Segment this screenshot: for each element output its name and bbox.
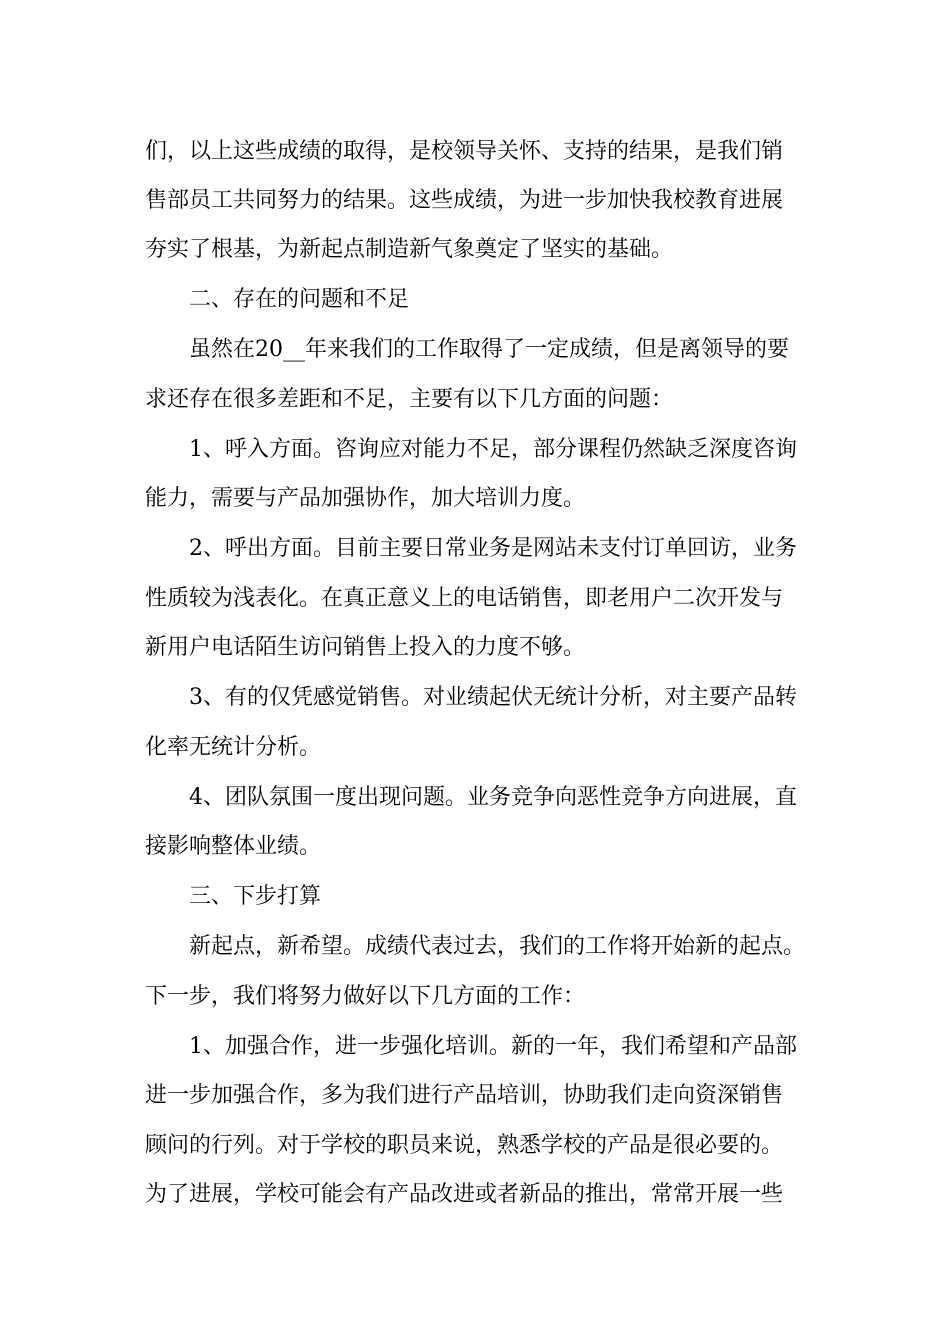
body-text-line: 顾问的行列。对于学校的职员来说，熟悉学校的产品是很必要的。: [145, 1133, 784, 1158]
body-text-line: 售部员工共同努力的结果。这些成绩，为进一步加快我校教育进展: [145, 188, 784, 213]
list-item-line: 3、有的仅凭感觉销售。对业绩起伏无统计分析，对主要产品转: [189, 685, 797, 710]
list-item-line: 1、呼入方面。咨询应对能力不足，部分课程仍然缺乏深度咨询: [189, 437, 797, 462]
body-text-line: 性质较为浅表化。在真正意义上的电话销售，即老用户二次开发与: [145, 586, 784, 611]
body-text-line: 虽然在20__年来我们的工作取得了一定成绩，但是离领导的要: [189, 337, 789, 362]
body-text-line: 为了进展，学校可能会有产品改进或者新品的推出，常常开展一些: [145, 1182, 784, 1207]
section-heading: 三、下步打算: [189, 884, 322, 909]
body-text-line: 能力，需要与产品加强协作，加大培训力度。: [145, 486, 586, 511]
body-text-line: 夯实了根基，为新起点制造新气象奠定了坚实的基础。: [145, 237, 674, 262]
list-item-line: 2、呼出方面。目前主要日常业务是网站未支付订单回访，业务: [189, 536, 797, 561]
body-text-line: 进一步加强合作，多为我们进行产品培训，协助我们走向资深销售: [145, 1083, 784, 1108]
list-item-line: 1、加强合作，进一步强化培训。新的一年，我们希望和产品部: [189, 1034, 797, 1059]
body-text-line: 接影响整体业绩。: [145, 834, 322, 859]
body-text-line: 下一步，我们将努力做好以下几方面的工作：: [145, 984, 586, 1009]
body-text-line: 化率无统计分析。: [145, 735, 322, 760]
section-heading: 二、存在的问题和不足: [189, 287, 410, 312]
body-text-line: 们，以上这些成绩的取得，是校领导关怀、支持的结果，是我们销: [145, 139, 784, 164]
list-item-line: 4、团队氛围一度出现问题。业务竞争向恶性竞争方向进展，直: [189, 785, 797, 810]
body-text-line: 求还存在很多差距和不足，主要有以下几方面的问题：: [145, 387, 674, 412]
body-text-line: 新用户电话陌生访问销售上投入的力度不够。: [145, 635, 586, 660]
body-text-line: 新起点，新希望。成绩代表过去，我们的工作将开始新的起点。: [189, 934, 806, 959]
